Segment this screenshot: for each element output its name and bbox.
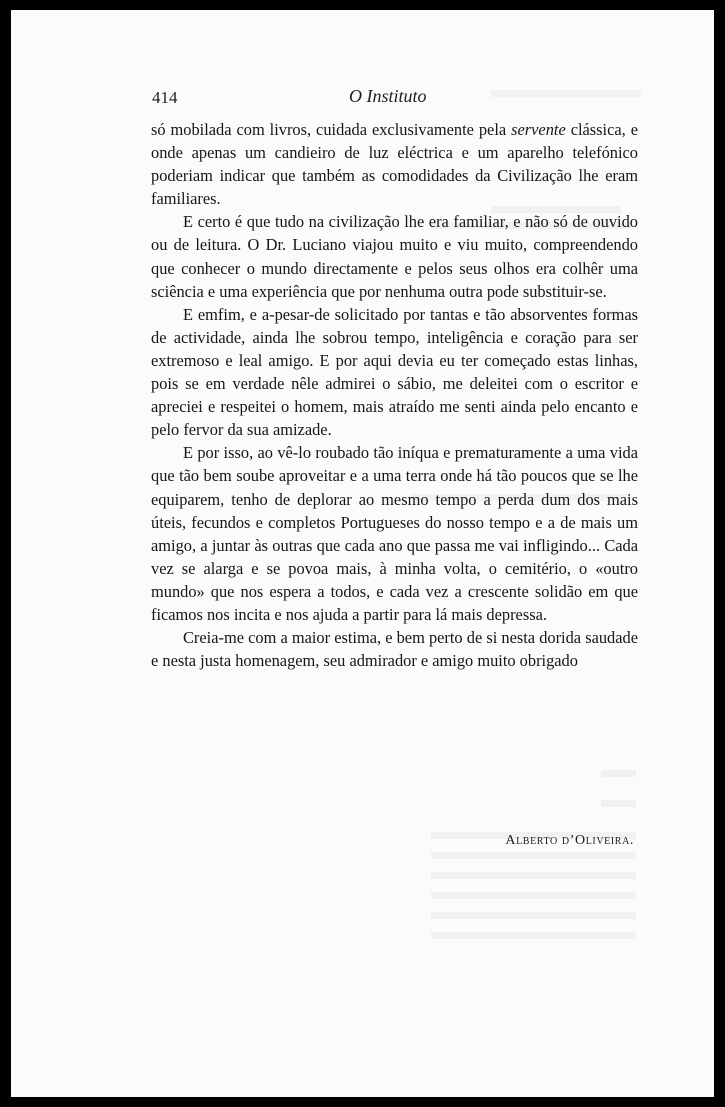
paragraph-1 xyxy=(151,118,638,210)
paragraph-3: E emfim, e a-pesar-de solicitado por tantas e tão absorventes formas de actividade, ainda lhe sobrou tempo, inteligência e coração para ser extremoso e leal amigo. E por aqui devia eu ter começado estas linhas, pois se em verdade nêle admirei o sábio, me deleitei com o escritor e apreciei e respeitei o homem, mais atraído me senti ainda pelo encanto e pelo fervor da sua amizade. xyxy=(151,304,638,440)
paragraph-2: E certo é que tudo na civilização lhe era familiar, e não só de ouvido ou de leitura. O Dr. Luciano viajou muito e viu muito, compreendendo que conhecer o mundo directamente e pelos seus olhos era colhêr uma sciência e uma experiência que por nenhuma outra pode substituir-se. xyxy=(151,212,638,301)
document-page xyxy=(11,10,714,1097)
body-text xyxy=(151,118,638,672)
page-header xyxy=(152,82,637,112)
paragraph-1-end: clássica, e onde apenas um candieiro de luz eléctrica e um aparelho telefónico poderiam indicar que também as comodidades da Civilização lhe eram familiares. xyxy=(151,120,638,209)
paragraph-1-start: só mobilada com livros, cuidada exclusivamente pela xyxy=(151,120,512,139)
paragraph-1-italic: servente xyxy=(511,120,566,139)
signature: Alberto d’Oliveira. xyxy=(505,833,634,848)
running-title: O Instituto xyxy=(349,86,427,106)
page-number: 414 xyxy=(152,88,178,107)
paragraph-4: E por isso, ao vê-lo roubado tão iníqua e prematuramente a uma vida que tão bem soube aproveitar e a uma terra onde há tão poucos que se lhe equiparem, tenho de deplorar ao mesmo tempo a perda dum dos mais úteis, fecundos e completos Portugueses do nosso tempo e a de mais um amigo, a juntar às outras que cada ano que passa me vai infligindo... Cada vez se alarga e se povoa mais, à minha volta, o cemitério, o «outro mundo» que nos espera a todos, e cada vez a crescente solidão em que ficamos nos incita e nos ajuda a partir para lá mais depressa. xyxy=(151,443,638,624)
paragraph-5: Creia-me com a maior estima, e bem perto de si nesta dorida saudade e nesta justa homenagem, seu admirador e amigo muito obrigado xyxy=(151,628,638,671)
